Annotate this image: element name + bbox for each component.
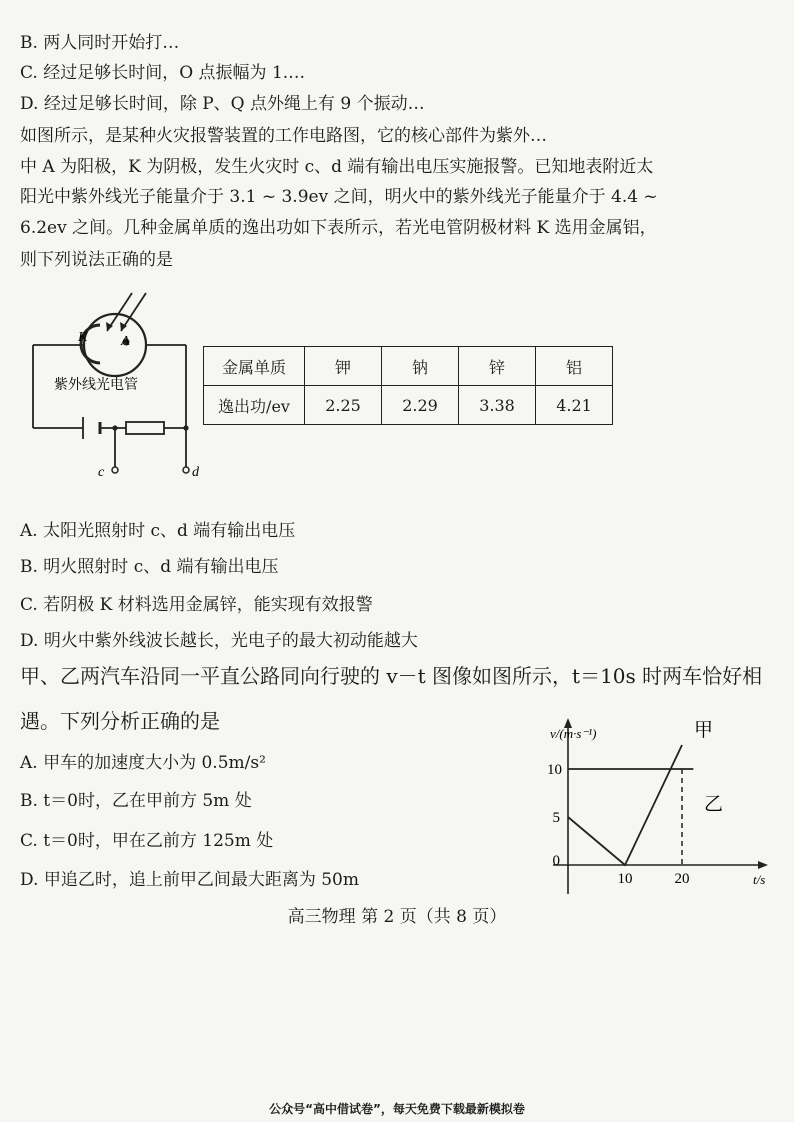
work-function-cell: 4.21 xyxy=(536,386,613,425)
alarm-stem-line: 则下列说法正确的是 xyxy=(20,250,173,270)
vt-stem-line: 甲、乙两汽车沿同一平直公路同向行驶的 v－t 图像如图所示，t＝10s 时两车恰好相 xyxy=(20,664,763,688)
vt-option-d: D. 甲追乙时，追上前甲乙间最大距离为 50m xyxy=(20,870,359,890)
phototube-label: 紫外线光电管 xyxy=(54,377,138,393)
junction-dot xyxy=(183,425,188,430)
x-axis-arrow xyxy=(758,861,768,869)
d-label: d xyxy=(192,465,199,480)
metal-cell: 钠 xyxy=(382,347,459,386)
y-axis-label: v/(m·s⁻¹) xyxy=(550,726,597,741)
terminal-d xyxy=(183,467,189,473)
vt-stem-line: 遇。下列分析正确的是 xyxy=(20,709,220,733)
y-tick-label-10: 10 xyxy=(547,762,562,778)
table-header-cell: 逸出功/ev xyxy=(204,386,305,425)
series-label-yi: 乙 xyxy=(704,793,724,815)
x-tick-label-10: 10 xyxy=(617,871,633,887)
work-function-cell: 2.25 xyxy=(305,386,382,425)
phototube-circle xyxy=(84,314,146,376)
alarm-option-b: B. 明火照射时 c、d 端有输出电压 xyxy=(20,557,279,577)
vt-option-b: B. t＝0时，乙在甲前方 5m 处 xyxy=(20,791,252,811)
vt-option-c: C. t＝0时，甲在乙前方 125m 处 xyxy=(20,831,274,851)
series-line-jia xyxy=(568,745,682,865)
work-function-cell: 3.38 xyxy=(459,386,536,425)
alarm-stem-line: 中 A 为阳极，K 为阴极，发生火灾时 c、d 端有输出电压实施报警。已知地表附近太 xyxy=(20,157,654,177)
k-label: K xyxy=(78,330,88,345)
prev-option-b: B. 两人同时开始打… xyxy=(20,33,180,53)
x-axis-label: t/s xyxy=(753,872,766,887)
metal-cell: 钾 xyxy=(305,347,382,386)
c-label: c xyxy=(98,465,105,480)
page-footer: 高三物理 第 2 页（共 8 页） xyxy=(287,907,507,927)
bottom-note: 公众号“高中借试卷”，每天免费下载最新模拟卷 xyxy=(269,1102,525,1116)
junction-dot xyxy=(112,425,117,430)
vt-graph xyxy=(528,712,768,898)
origin-label: 0 xyxy=(552,853,560,869)
table-row-metals xyxy=(204,347,613,386)
y-tick-label-5: 5 xyxy=(552,810,560,826)
a-label: A xyxy=(121,334,130,349)
alarm-stem-line: 阳光中紫外线光子能量介于 3.1 ~ 3.9ev 之间，明火中的紫外线光子能量介于 4.4 ~ xyxy=(20,187,658,207)
table-row-work-functions xyxy=(204,386,613,425)
prev-option-c: C. 经过足够长时间，O 点振幅为 1.… xyxy=(20,63,306,83)
table-header-cell: 金属单质 xyxy=(204,347,305,386)
prev-option-d: D. 经过足够长时间，除 P、Q 点外绳上有 9 个振动… xyxy=(20,94,425,114)
metal-cell: 铝 xyxy=(536,347,613,386)
alarm-option-a: A. 太阳光照射时 c、d 端有输出电压 xyxy=(20,521,296,541)
vt-option-a: A. 甲车的加速度大小为 0.5m/s² xyxy=(20,753,266,773)
work-function-cell: 2.29 xyxy=(382,386,459,425)
series-label-jia: 甲 xyxy=(694,719,714,741)
alarm-option-c: C. 若阴极 K 材料选用金属锌，能实现有效报警 xyxy=(20,595,373,615)
resistor xyxy=(126,422,164,434)
alarm-stem-line: 如图所示，是某种火灾报警装置的工作电路图，它的核心部件为紫外… xyxy=(20,126,547,146)
phototube-circuit-diagram xyxy=(20,285,200,485)
metal-cell: 锌 xyxy=(459,347,536,386)
terminal-c xyxy=(112,467,118,473)
x-tick-label-20: 20 xyxy=(674,871,690,887)
alarm-stem-line: 6.2ev 之间。几种金属单质的逸出功如下表所示，若光电管阴极材料 K 选用金属铝， xyxy=(20,218,657,238)
work-function-table xyxy=(203,346,613,425)
alarm-option-d: D. 明火中紫外线波长越长，光电子的最大初动能越大 xyxy=(20,631,418,651)
